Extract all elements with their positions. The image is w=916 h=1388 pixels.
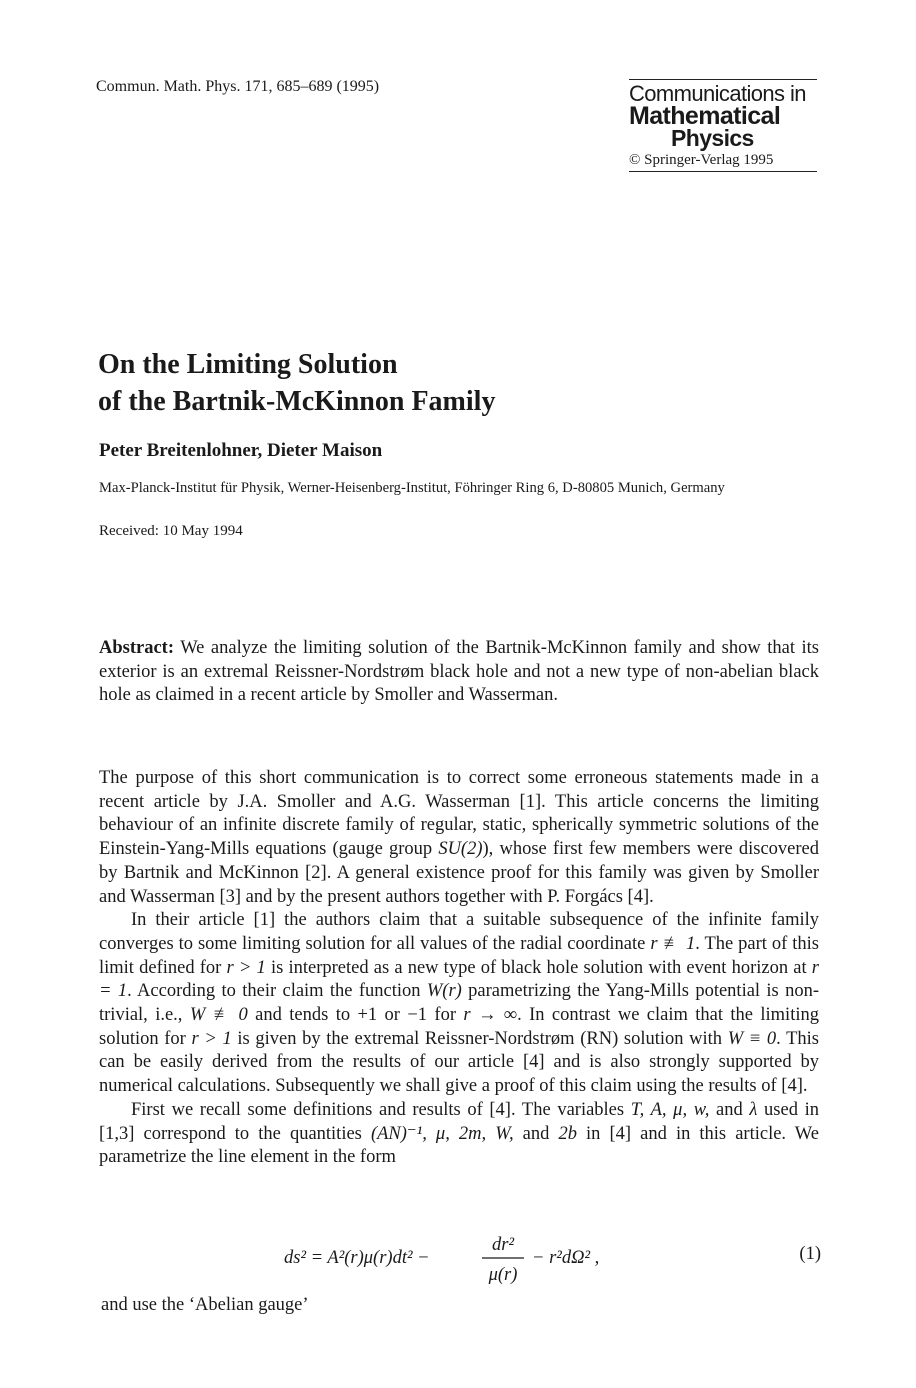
text-run: The purpose of this short communication is to correct some erroneous statements made in a recent article by J.A. Smoller and A.G. Wasserman [1]. This article concerns the limiting behaviour of an infinite discrete family of regular, static, spherically symmetric solutions of the Einstein-Yang-Mills equations (gauge group bbox=[99, 768, 819, 860]
text-run: and bbox=[513, 1123, 559, 1144]
math-inline: r = 1 bbox=[99, 957, 819, 1002]
journal-logo bbox=[629, 79, 817, 172]
math-inline: r ≢ 1 bbox=[650, 933, 696, 954]
math-inline: W(r) bbox=[426, 981, 462, 1002]
equation-1 bbox=[99, 1227, 821, 1289]
copyright-notice: © Springer-Verlag 1995 bbox=[629, 152, 774, 168]
math-inline: r > 1 bbox=[191, 1028, 232, 1049]
text-run: ), whose first few members were discovered by Bartnik and McKinnon [2]. A general existence proof for this family was given by Smoller and Wasserman [3] and by the present authors together with P. Forgács [4]. bbox=[99, 839, 819, 907]
equation-body bbox=[284, 1227, 644, 1289]
equation-rhs: − r²dΩ² , bbox=[532, 1248, 600, 1268]
authors: Peter Breitenlohner, Dieter Maison bbox=[99, 440, 383, 461]
abstract-label: Abstract: bbox=[99, 638, 175, 658]
journal-name-line3: Physics bbox=[671, 125, 754, 151]
text-run: used in [1,3] correspond to the quantities bbox=[99, 1099, 819, 1144]
math-inline: λ bbox=[749, 1099, 758, 1120]
text-run: and tends to +1 or −1 for bbox=[247, 1005, 464, 1026]
paper-title bbox=[98, 346, 495, 420]
equation-lhs: ds² = A²(r)μ(r)dt² − bbox=[284, 1248, 430, 1268]
text-run: in [4] and in this article. We parametrize the line element in the form bbox=[99, 1123, 819, 1168]
fraction-numerator: dr² bbox=[492, 1235, 514, 1255]
paragraph-3 bbox=[99, 1099, 819, 1170]
math-inline: W ≢ 0 bbox=[189, 1005, 248, 1026]
closing-text: and use the ‘Abelian gauge’ bbox=[101, 1295, 309, 1315]
text-run: parametrizing the Yang-Mills potential is non-trivial, i.e., bbox=[99, 981, 820, 1026]
text-run: . This can be easily derived from the results of our article [4] and is also strongly supported by numerical calculations. Subsequently we shall give a proof of this claim using the results of [4]. bbox=[99, 1028, 820, 1097]
text-run: is given by the extremal Reissner-Nordstrøm (RN) solution with bbox=[231, 1028, 728, 1049]
body-text bbox=[99, 767, 819, 1170]
text-run: . The part of this limit defined for bbox=[99, 933, 819, 978]
journal-name-line2: Mathematical bbox=[629, 102, 781, 130]
text-run: . In contrast we claim that the limiting solution for bbox=[99, 1005, 819, 1049]
paragraph-1 bbox=[99, 767, 819, 909]
math-inline: SU(2) bbox=[438, 839, 483, 860]
math-inline: r > 1 bbox=[226, 957, 266, 978]
abstract bbox=[99, 637, 819, 708]
math-inline: 2b bbox=[558, 1123, 577, 1144]
math-inline: T, A, μ, w, bbox=[630, 1099, 710, 1120]
received-date: Received: 10 May 1994 bbox=[99, 523, 243, 539]
affiliation: Max-Planck-Institut für Physik, Werner-Heisenberg-Institut, Föhringer Ring 6, D-80805 Munich, Germany bbox=[99, 480, 725, 496]
title-line-2: of the Bartnik-McKinnon Family bbox=[98, 386, 496, 417]
text-run: and bbox=[709, 1099, 750, 1120]
text-run: First we recall some definitions and results of [4]. The variables bbox=[131, 1099, 631, 1120]
math-inline: (AN)⁻¹, μ, 2m, W, bbox=[370, 1123, 514, 1144]
journal-name-line1: Communications in bbox=[629, 81, 806, 106]
math-inline: W ≡ 0 bbox=[727, 1028, 777, 1049]
abstract-text: We analyze the limiting solution of the Bartnik-McKinnon family and show that its exterior is an extremal Reissner-Nordstrøm black hole and not a new type of non-abelian black hole as claimed in a recent article by Smoller and Wasserman. bbox=[99, 638, 819, 706]
equation-number: (1) bbox=[799, 1244, 821, 1264]
paragraph-2 bbox=[99, 909, 819, 1099]
title-line-1: On the Limiting Solution bbox=[98, 349, 398, 380]
text-run: . According to their claim the function bbox=[127, 981, 427, 1002]
fraction-denominator: μ(r) bbox=[488, 1265, 518, 1285]
text-run: In their article [1] the authors claim that a suitable subsequence of the infinite family converges to some limiting solution for all values of the radial coordinate bbox=[99, 910, 819, 954]
journal-citation: Commun. Math. Phys. 171, 685–689 (1995) bbox=[96, 78, 380, 95]
text-run: is interpreted as a new type of black hole solution with event horizon at bbox=[265, 957, 812, 978]
math-inline: r → ∞ bbox=[463, 1005, 518, 1026]
